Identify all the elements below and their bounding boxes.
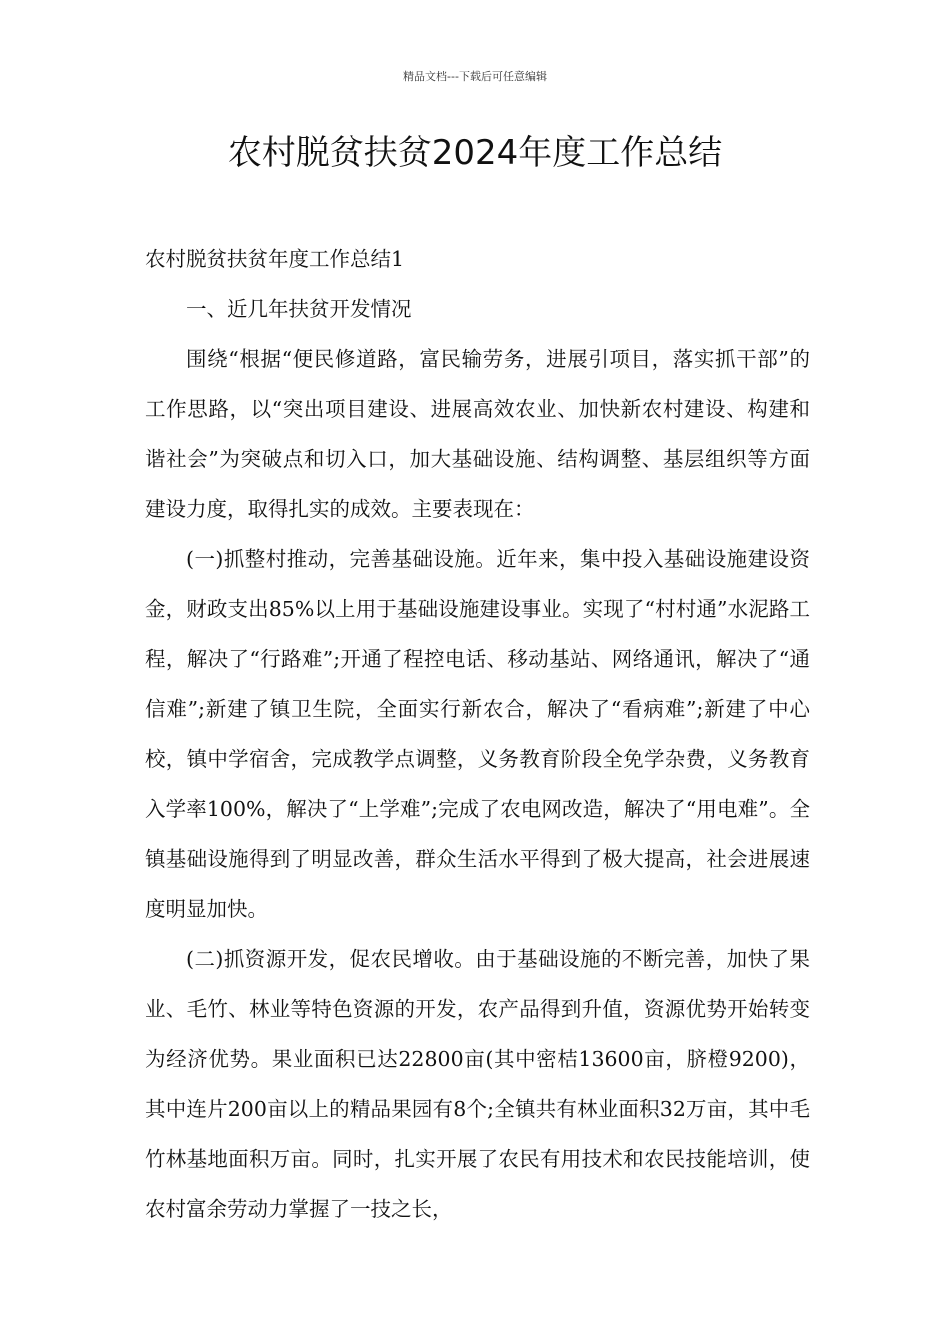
paragraph: 围绕“根据“便民修道路，富民输劳务，进展引项目，落实抓干部”的工作思路，以“突出项目建设、进展高效农业、加快新农村建设、构建和谐社会”为突破点和切入口，加大基础设施、结构调整、基层组织等方面建设力度，取得扎实的成效。主要表现在：	[145, 347, 810, 521]
document-body	[145, 234, 810, 1234]
section-heading: 一、近几年扶贫开发情况	[186, 297, 412, 321]
document-title: 农村脱贫扶贫2024年度工作总结	[227, 133, 723, 173]
section-subtitle: 农村脱贫扶贫年度工作总结1	[145, 247, 405, 271]
header-note: 精品文档---下载后可任意编辑	[403, 70, 547, 83]
paragraph: (一)抓整村推动，完善基础设施。近年来，集中投入基础设施建设资金，财政支出85%以上用于基础设施建设事业。实现了“村村通”水泥路工程，解决了“行路难”;开通了程控电话、移动基站、网络通讯，解决了“通信难”;新建了镇卫生院，全面实行新农合，解决了“看病难”;新建了中心校，镇中学宿舍，完成教学点调整，义务教育阶段全免学杂费，义务教育入学率100%，解决了“上学难”;完成了农电网改造，解决了“用电难”。全镇基础设施得到了明显改善，群众生活水平得到了极大提高，社会进展速度明显加快。	[145, 547, 810, 921]
paragraph: (二)抓资源开发，促农民增收。由于基础设施的不断完善，加快了果业、毛竹、林业等特色资源的开发，农产品得到升值，资源优势开始转变为经济优势。果业面积已达22800亩(其中密桔13600亩，脐橙9200)，其中连片200亩以上的精品果园有8个;全镇共有林业面积32万亩，其中毛竹林基地面积万亩。同时，扎实开展了农民有用技术和农民技能培训，使农村富余劳动力掌握了一技之长，	[145, 947, 810, 1221]
